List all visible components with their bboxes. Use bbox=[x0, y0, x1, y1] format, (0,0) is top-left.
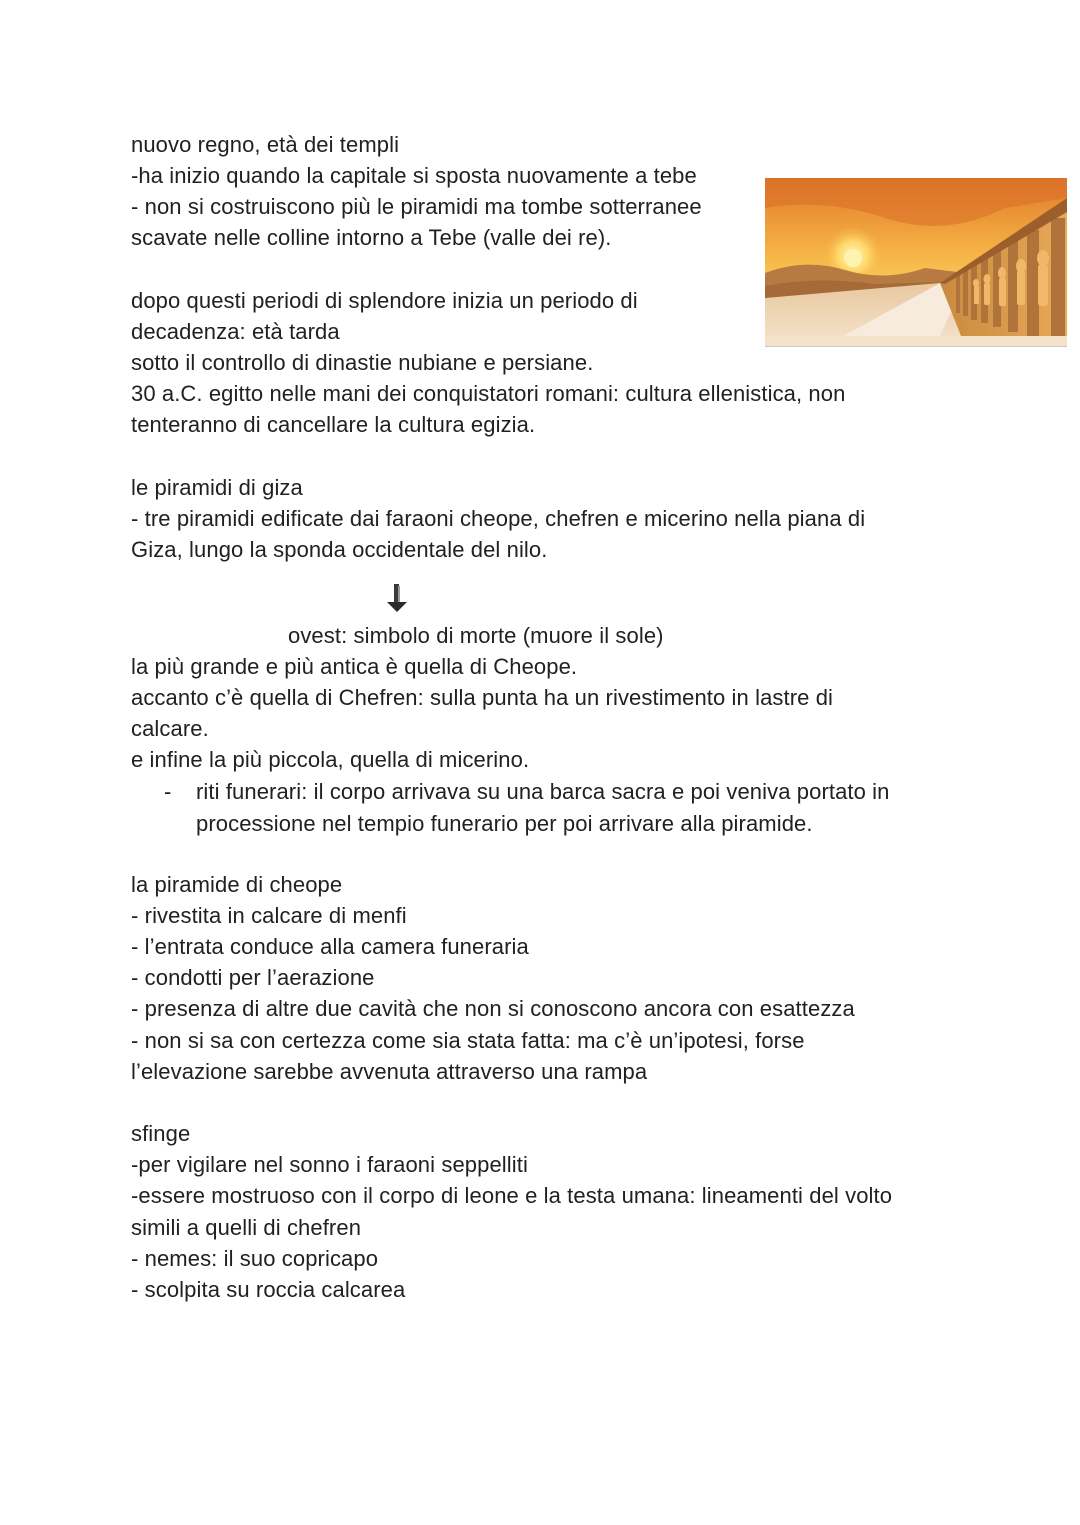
section-title-new-kingdom: nuovo regno, età dei templi bbox=[131, 132, 400, 157]
text-line: accanto c’è quella di Chefren: sulla punta ha un rivestimento in lastre di bbox=[131, 685, 834, 710]
text-line: calcare. bbox=[131, 716, 209, 741]
text-line: simili a quelli di chefren bbox=[131, 1215, 362, 1240]
text-line: 30 a.C. egitto nelle mani dei conquistatori romani: cultura ellenistica, non bbox=[131, 381, 846, 406]
text-line-west-symbol: ovest: simbolo di morte (muore il sole) bbox=[288, 623, 664, 648]
text-line: -per vigilare nel sonno i faraoni seppelliti bbox=[131, 1152, 528, 1177]
text-line: la più grande e più antica è quella di Cheope. bbox=[131, 654, 578, 679]
text-line: tenteranno di cancellare la cultura egizia. bbox=[131, 412, 536, 437]
text-line: dopo questi periodi di splendore inizia un periodo di bbox=[131, 288, 638, 313]
bullet-marker: - bbox=[164, 779, 172, 804]
text-line: decadenza: età tarda bbox=[131, 319, 340, 344]
text-line: - scolpita su roccia calcarea bbox=[131, 1277, 406, 1302]
bullet-text: riti funerari: il corpo arrivava su una barca sacra e poi veniva portato in bbox=[196, 779, 890, 804]
text-line: - nemes: il suo copricapo bbox=[131, 1246, 379, 1271]
down-arrow-icon bbox=[384, 583, 410, 613]
section-title-giza-pyramids: le piramidi di giza bbox=[131, 475, 303, 500]
text-line: - non si sa con certezza come sia stata fatta: ma c’è un’ipotesi, forse bbox=[131, 1028, 805, 1053]
text-line: -ha inizio quando la capitale si sposta nuovamente a tebe bbox=[131, 163, 697, 188]
text-line: - l’entrata conduce alla camera funeraria bbox=[131, 934, 529, 959]
text-line: l’elevazione sarebbe avvenuta attraverso una rampa bbox=[131, 1059, 648, 1084]
text-line: - presenza di altre due cavità che non si conoscono ancora con esattezza bbox=[131, 996, 855, 1021]
text-line: - non si costruiscono più le piramidi ma tombe sotterranee bbox=[131, 194, 702, 219]
text-line: - tre piramidi edificate dai faraoni cheope, chefren e micerino nella piana di bbox=[131, 506, 866, 531]
text-line: scavate nelle colline intorno a Tebe (valle dei re). bbox=[131, 225, 612, 250]
section-title-cheops-pyramid: la piramide di cheope bbox=[131, 872, 343, 897]
text-line: -essere mostruoso con il corpo di leone e la testa umana: lineamenti del volto bbox=[131, 1183, 893, 1208]
text-line: - rivestita in calcare di menfi bbox=[131, 903, 407, 928]
text-line: e infine la più piccola, quella di micerino. bbox=[131, 747, 530, 772]
text-line: sotto il controllo di dinastie nubiane e persiane. bbox=[131, 350, 594, 375]
bullet-text: processione nel tempio funerario per poi arrivare alla piramide. bbox=[196, 811, 813, 836]
text-line: - condotti per l’aerazione bbox=[131, 965, 375, 990]
temple-colonnade-photo bbox=[765, 178, 1067, 347]
text-line: Giza, lungo la sponda occidentale del nilo. bbox=[131, 537, 548, 562]
section-title-sphinx: sfinge bbox=[131, 1121, 191, 1146]
